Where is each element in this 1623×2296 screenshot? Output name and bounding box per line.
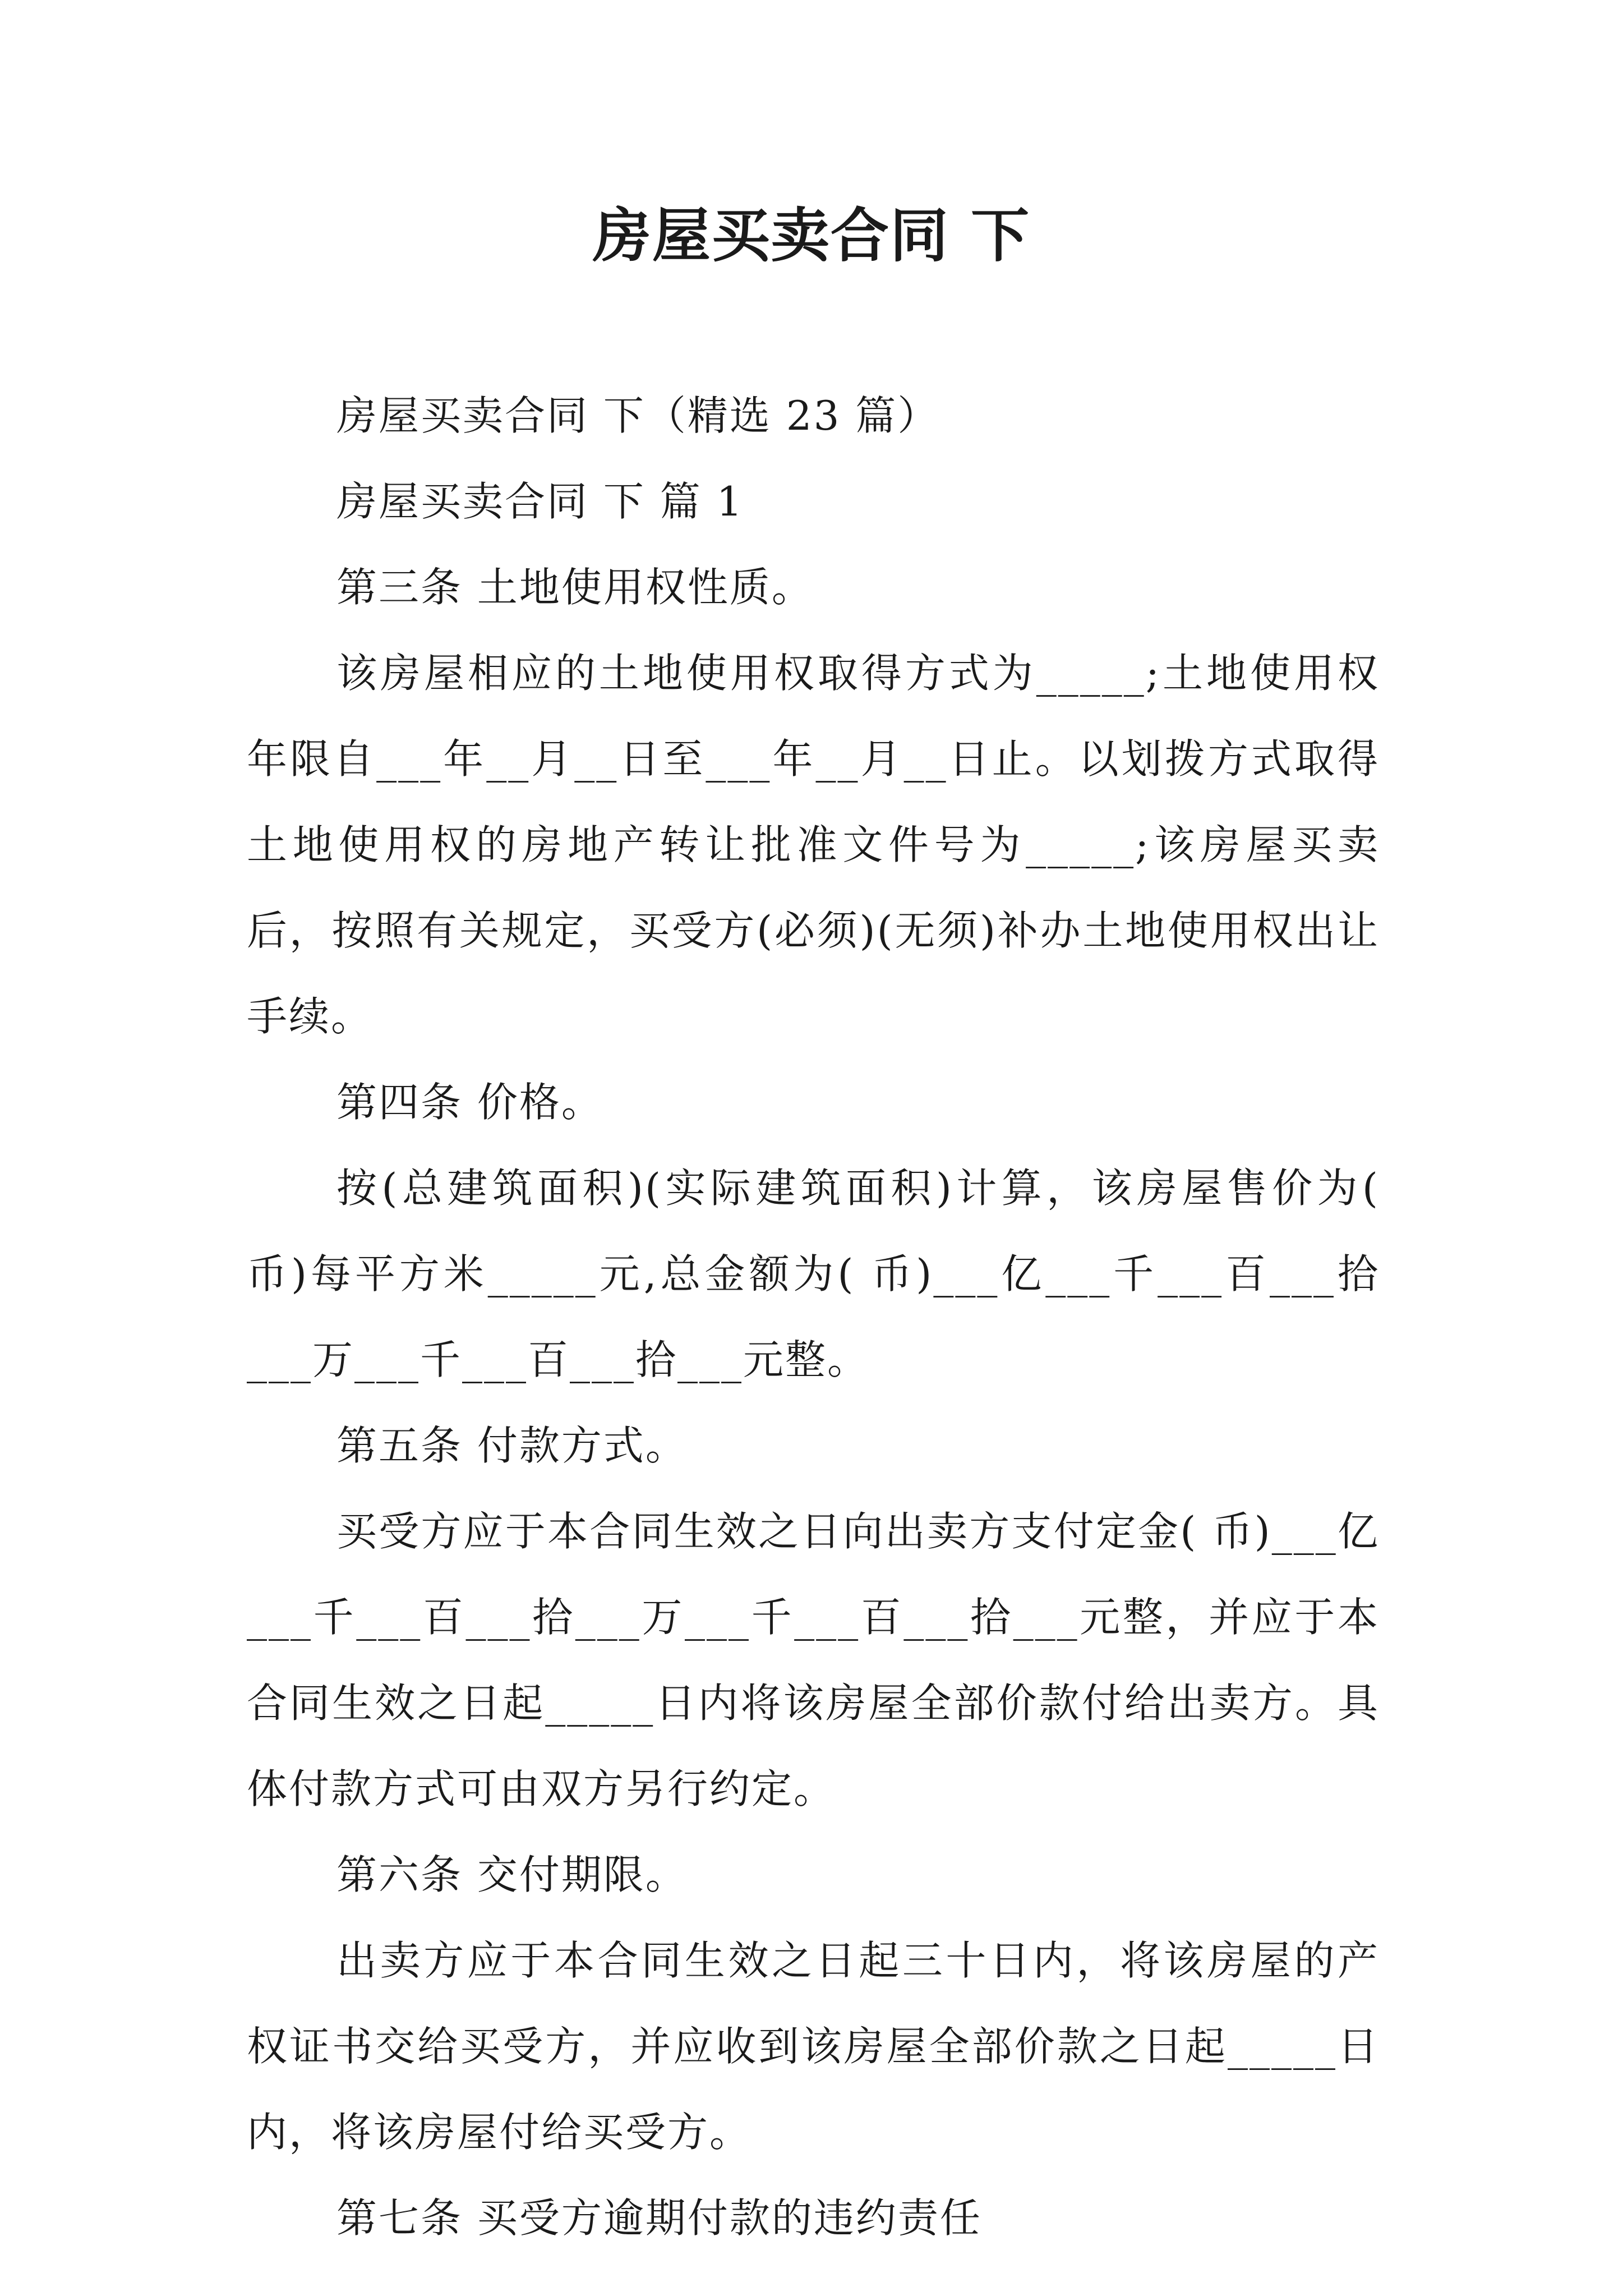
paragraph: 房屋买卖合同 下（精选 23 篇） — [336, 392, 940, 439]
paragraph: 第六条 交付期限。 — [336, 1851, 688, 1898]
paragraph: 买受方应于本合同生效之日向出卖方支付定金( 币)___亿___千___百___拾___万___千___百___拾___元整，并应于本合同生效之日起_____日内将该房屋全部价款付给出卖方。具体付款方式可由双方另行约定。 — [247, 1508, 1380, 1812]
paragraph: 第三条 土地使用权性质。 — [336, 564, 814, 611]
paragraph: 按(总建筑面积)(实际建筑面积)计算，该房屋售价为( 币)每平方米_____元,总金额为( 币)___亿___千___百___拾___万___千___百___拾___元整。 — [247, 1165, 1380, 1383]
paragraph: 该房屋相应的土地使用权取得方式为_____;土地使用权年限自___年__月__日至___年__月__日止。以划拨方式取得土地使用权的房地产转让批准文件号为_____;该房屋买卖后，按照有关规定，买受方(必须)(无须)补办土地使用权出让手续。 — [247, 650, 1380, 1040]
paragraph: 出卖方应于本合同生效之日起三十日内，将该房屋的产权证书交给买受方，并应收到该房屋全部价款之日起_____日内，将该房屋付给买受方。 — [247, 1937, 1380, 2156]
document-body — [247, 373, 1380, 2261]
paragraph: 房屋买卖合同 下 篇 1 — [336, 478, 744, 525]
document-title: 房屋买卖合同 下 — [592, 201, 1031, 270]
paragraph: 第五条 付款方式。 — [336, 1422, 688, 1469]
paragraph: 第四条 价格。 — [336, 1079, 603, 1126]
paragraph: 第七条 买受方逾期付款的违约责任 — [336, 2194, 982, 2242]
